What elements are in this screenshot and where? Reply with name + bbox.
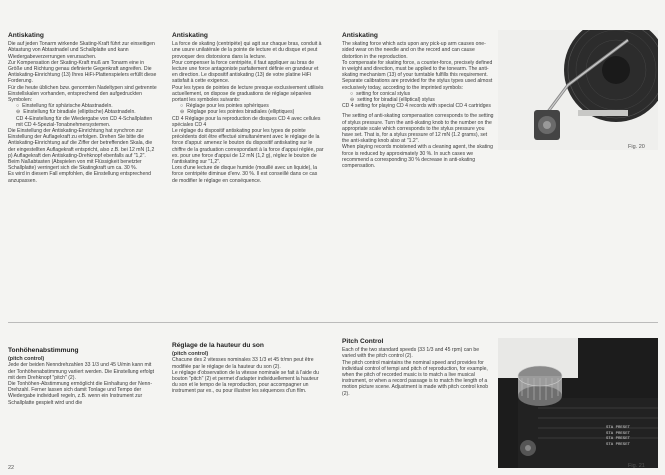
page-number: 22 [8, 465, 15, 471]
en-antiskating-section [342, 33, 494, 169]
de-pitch-title: Tonhöhenabstimmung [8, 347, 79, 354]
fr-antiskating-p5: Lors d'une lecture de disque humide (mouillé avec un liquide), la force centripète diminue d'env. 30 %. Il est conseillé dans ce cas de modifier le réglage en conséquence. [172, 165, 318, 184]
fr-antiskating-p4: Le réglage du dispositif antiskating pour les types de pointe précédents doit être effectué simultanément avec le réglage de la force d'appui: amenez le bouton du dispositif antiskating sur le chiffre de la graduation correspondant à la force d'appui réglée, par ex. pour une force d'appui de 12 mN (1,2 g), réglez le bouton de l'antiskating sur "1,2". [172, 128, 324, 166]
ellipse-symbol-icon: ⊖ [16, 109, 21, 116]
fr-pitch-subtitle: (pitch control) [172, 351, 209, 358]
en-antiskating-title: Antiskating [342, 32, 378, 39]
en-antiskating-p3: Separate calibrations are provided for the stylus types used almost exclusively today, according to the imprinted symbols: [342, 78, 493, 91]
fr-antiskating-p1: La force de skating (centripète) qui agit sur chaque bras, conduit à une usure unilatérale de la pointe de lecture et du disque et peut provoquer des distorsions dans la lecture. [172, 41, 322, 60]
fr-bullet-spherical: ○ Réglage pour les pointes sphériques [180, 103, 269, 110]
de-antiskating-p4: Die Einstellung der Antiskating-Einrichtung hat synchron zur Einstellung der Auflagekraft zu erfolgen. Drehen Sie bitte die Antiskating-Einrichtung auf die Ziffer der betreffenden Skala, die der eingestellten Auflagekraft entspricht, also z.B. bei 12 mN (1,2 p) Auflagekraft den Antiskating-Drehknopf ebenfalls auf "1,2". [8, 128, 155, 159]
en-antiskating-p5: When playing records moistened with a cleaning agent, the skating force is reduced by approximately 30 %. In such cases we recommend a corresponding 30 % decrease in anti-skating compensation. [342, 144, 493, 170]
section-divider [8, 322, 658, 323]
en-bullet-biradial: ⊖ setting for biradial (elliptical) stylus [350, 97, 435, 104]
antiskating-photo [498, 30, 658, 150]
ellipse-symbol-icon: ⊖ [350, 97, 355, 104]
de-pitch-subtitle: (pitch control) [8, 356, 45, 363]
turntable-arm-illustration [498, 30, 658, 150]
de-antiskating-p6: Es wird in diesem Fall empfohlen, die Einstellung entsprechend anzupassen. [8, 171, 151, 184]
pitch-knob-illustration [498, 338, 658, 468]
circle-symbol-icon: ○ [180, 103, 184, 110]
fr-antiskating-p2: Pour compenser la force centripète, il faut appliquer au bras de lecture une force antagoniste parfaitement définie en grandeur et en direction. Le dispositif antiskating (13) de votre platine HiFi satisfait à cette exigence. [172, 59, 319, 85]
circle-symbol-icon: ○ [350, 90, 354, 97]
fr-antiskating-p3: Pour les types de pointes de lecture presque exclusivement utilisés actuellement, on dispose de graduations de réglage séparées portant les symboles suivants: [172, 84, 324, 104]
en-bullet-cd4: CD 4 setting for playing CD 4 records with special CD 4 cartridges [342, 103, 491, 110]
figure-caption-20: Fig. 20 [628, 144, 645, 150]
fr-bullet-biradial: ⊖ Réglage pour les pointes biradiales (elliptiques) [180, 109, 295, 116]
de-antiskating-p2: Zur Kompensation der Skating-Kraft muß am Tonarm eine in Größe und Richtung genau definierte Gegenkraft angreifen. Die Antiskating-Einrichtung (13) Ihres HiFi-Plattenspielers erfüllt diese Forderung. [8, 59, 157, 85]
de-antiskating-p3: Für die heute üblichen bzw. genormten Nadeltypen sind getrennte Einstellskalen vorhanden, entsprechend den aufgedruckten Symbolen: [8, 84, 157, 104]
en-antiskating-p1: The skating force which acts upon any pick-up arm causes one-sided wear on the needle and on the record and can cause distortion in the reproduction. [342, 41, 486, 60]
fr-pitch-title: Réglage de la hauteur du son [172, 342, 264, 349]
circle-symbol-icon: ○ [16, 103, 20, 110]
fr-pitch-p2: Le réglage d'observation de la vitesse nominale se fait à l'aide du bouton "pitch" (2) et permet d'adapter individuellement la hauteur du son et le tempo de la reproduction, pour accompagner un instrument par ex., ou pour illustrer les séquences d'un film. [172, 369, 319, 395]
en-pitch-title: Pitch Control [342, 338, 384, 345]
de-bullet-biradial: ⊖ Einstellung für biradiale (elliptische) Abtastnadeln. [16, 109, 136, 116]
de-pitch-p1: Jede der beiden Nenndrehzahlen 33 1/3 und 45 U/min kann mit der Tonhöhenabstimmung variiert werden. Die Einstellung erfolgt mit dem Drehknopf "pitch" (2). [8, 362, 155, 381]
en-pitch-section [342, 339, 494, 397]
de-antiskating-section [8, 33, 158, 184]
en-antiskating-p4: The setting of anti-skating compensation corresponds to the setting of stylus pressure. Turn the anti-skating knob to the number on the appropriate scale which corresponds to the stylus pressure you have set. That is, for a stylus pressure of 12 mN (1.2 grams), set the anti-skating knob also at "1.2". [342, 113, 494, 145]
de-antiskating-p1: Die auf jeden Tonarm wirkende Skating-Kraft führt zur einseitigen Abtastung von Abtastnadel und Schallplatte und kann Wiedergabeverzerrungen verursachen. [8, 41, 155, 60]
ellipse-symbol-icon: ⊖ [180, 109, 185, 116]
fr-pitch-section [172, 343, 324, 395]
fr-antiskating-section [172, 33, 324, 184]
fr-bullet-cd4: CD 4 Réglage pour la reproduction de disques CD 4 avec cellules spéciales CD 4 [172, 115, 321, 128]
fr-pitch-p1: Chacune des 2 vitesses nominales 33 1/3 et 45 tr/mn peut être modifiée par le réglage de la hauteur du son (2). [172, 357, 314, 370]
de-bullet-cd4: CD 4-Einstellung für die Wiedergabe von CD 4-Schallplatten mit CD 4-Spezial-Tonabnehmersystemen. [16, 115, 153, 128]
figure-caption-21: Fig. 21 [628, 463, 645, 469]
de-antiskating-title: Antiskating [8, 32, 44, 39]
en-pitch-p1: Each of the two standard speeds (33 1/3 and 45 rpm) can be varied with the pitch control (2). [342, 347, 480, 360]
en-bullet-conical: ○ setting for conical stylus [350, 90, 411, 97]
pitch-control-photo [498, 338, 658, 468]
de-pitch-section [8, 348, 160, 406]
de-pitch-p2: Die Tonhöhen-Abstimmung ermöglicht die Einhaltung der Nenn-Drehzahl. Ferner lassen sich damit Tonlage und Tempo der Wiedergabe individuell regeln, z.B. wenn ein Instrument zur Schallplatte gespielt wird und die [8, 381, 153, 406]
en-pitch-p2: The pitch control maintains the nominal speed and provides for individual control of tempi and pitch of reproduction, for example, when the pitch of recorded music is to match a live musical instrument, or when a record passage is to match the length of a motion picture scene. Adjustment is made with pitch control knob (2). [342, 359, 489, 397]
fr-antiskating-title: Antiskating [172, 32, 208, 39]
photo-preset-labels: STA PRESET STA PRESET STA PRESET STA PRESET [606, 426, 631, 447]
en-antiskating-p2: To compensate for skating force, a counter-force, precisely defined in weight and direction, must be applied to the tonearm. The anti-skating mechanism (13) of your turntable fulfills this requirement. [342, 59, 493, 79]
de-antiskating-p5: Beim Naßabtasten (Abspielen von mit Flüssigkeit benetzter Schallplatte) verringert sich die Skatingkraft um ca. 30 %. [8, 159, 142, 172]
de-bullet-spherical: ○ Einstellung für sphärische Abtastnadeln. [16, 103, 113, 110]
